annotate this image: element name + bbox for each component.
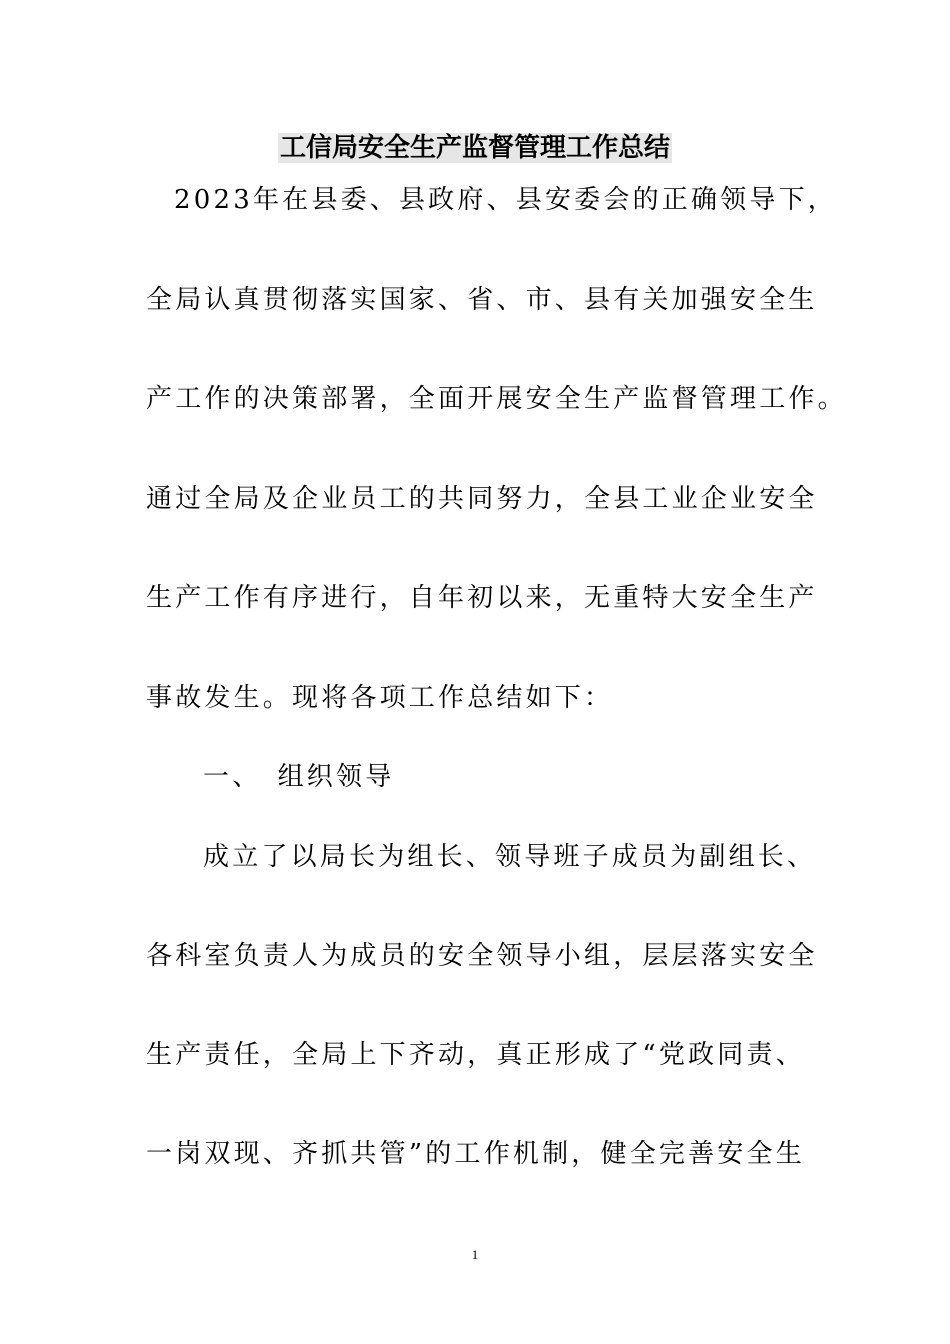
paragraph-line: 生产工作有序进行，自年初以来，无重特大安全生产 [146,583,818,613]
paragraph-line: 产工作的决策部署，全面开展安全生产监督管理工作。 [146,384,847,414]
paragraph-line: 各科室负责人为成员的安全领导小组，层层落实安全 [146,941,818,971]
paragraph-line: 通过全局及企业员工的共同努力，全县工业企业安全 [146,484,818,514]
paragraph-line: 生产责任，全局上下齐动，真正形成了“党政同责、 [146,1040,805,1070]
paragraph-line: 2023年在县委、县政府、县安委会的正确领导下， [174,185,837,215]
section-heading: 一、 组织领导 [203,762,395,792]
paragraph-line: 一岗双现、齐抓共管”的工作机制，健全完善安全生 [146,1139,805,1169]
document-title [0,128,950,168]
page-number: 1 [471,1247,479,1262]
paragraph-line: 事故发生。现将各项工作总结如下： [146,683,614,713]
paragraph-line: 成立了以局长为组长、领导班子成员为副组长、 [203,842,817,872]
paragraph-line: 全局认真贯彻落实国家、省、市、县有关加强安全生 [146,285,818,315]
document-title-text: 工信局安全生产监督管理工作总结 [279,133,670,163]
